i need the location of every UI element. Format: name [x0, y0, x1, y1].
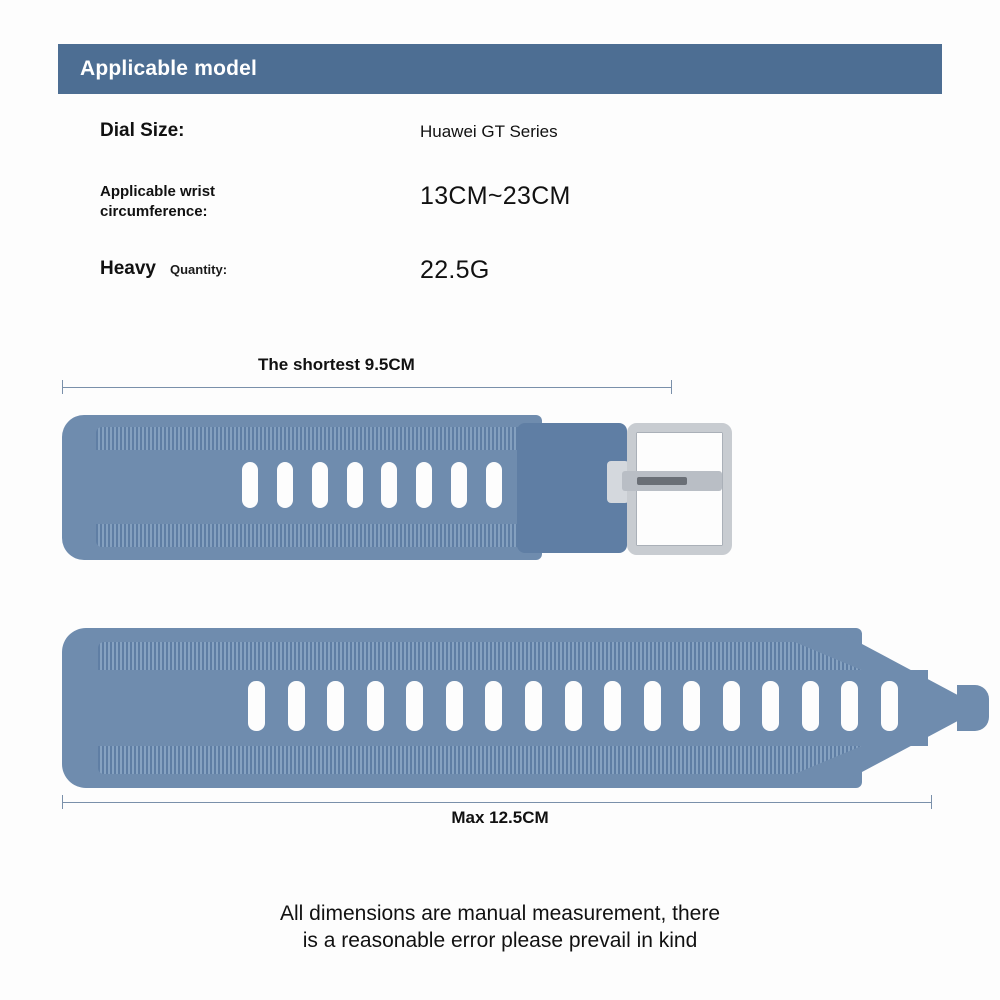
spec-table: [100, 118, 800, 320]
strap-hole: [446, 681, 463, 731]
spec-value-wrist-circumference: 13CM~23CM: [420, 182, 571, 210]
spec-label-text: Dial Size:: [100, 120, 185, 141]
strap-hole: [248, 681, 265, 731]
strap-hole: [242, 462, 258, 508]
measure-rule: [62, 802, 932, 803]
watch-strap-long-image: [62, 628, 932, 793]
strap-hole: [802, 681, 819, 731]
strap-hole: [762, 681, 779, 731]
strap-hole: [525, 681, 542, 731]
shortest-length-caption: The shortest 9.5CM: [258, 355, 415, 374]
max-length-caption: Max 12.5CM: [451, 808, 549, 827]
strap-hole: [381, 462, 397, 508]
disclaimer-line-2: is a reasonable error please prevail in kind: [302, 929, 698, 953]
strap-hole: [451, 462, 467, 508]
buckle-prong: [637, 477, 687, 485]
strap-lug: [67, 633, 85, 783]
strap-hole: [723, 681, 740, 731]
spec-label-text: Applicable wrist circumference:: [100, 183, 216, 221]
disclaimer-note: [0, 900, 1000, 955]
strap-hole: [312, 462, 328, 508]
strap-hole: [565, 681, 582, 731]
spec-label-weight: [100, 256, 420, 282]
measure-cap-right: [671, 380, 672, 394]
strap-hole: [327, 681, 344, 731]
strap-hole: [683, 681, 700, 731]
strap-hole: [347, 462, 363, 508]
strap-hole: [277, 462, 293, 508]
section-header-bar: [58, 44, 942, 94]
strap-hole: [406, 681, 423, 731]
spec-label-dial-size: [100, 118, 420, 144]
strap-hole: [367, 681, 384, 731]
page-title: Applicable model: [80, 57, 258, 80]
measure-line-max: [62, 795, 932, 809]
spec-value-weight: 22.5G: [420, 256, 490, 284]
strap-hole: [416, 462, 432, 508]
strap-lug: [66, 419, 84, 556]
strap-hole: [485, 681, 502, 731]
strap-holes-group: [242, 462, 502, 512]
spec-label-wrist-circumference: [100, 182, 420, 223]
strap-hole: [486, 462, 502, 508]
spec-label-text: Heavy: [100, 258, 156, 279]
strap-hole: [644, 681, 661, 731]
spec-label-subtext: Quantity:: [170, 262, 228, 277]
strap-hole: [288, 681, 305, 731]
spec-row-dial-size: [100, 118, 800, 170]
spec-value-dial-size: Huawei GT Series: [420, 122, 558, 141]
strap-tip: [957, 685, 989, 731]
strap-hole: [881, 681, 898, 731]
measure-cap-right: [931, 795, 932, 809]
strap-hole: [841, 681, 858, 731]
measure-rule: [62, 387, 672, 388]
spec-row-weight: [100, 256, 800, 308]
strap-hole: [604, 681, 621, 731]
spec-row-wrist-circumference: [100, 182, 800, 244]
measure-line-shortest: [62, 380, 672, 394]
watch-strap-short-image: [62, 405, 682, 575]
strap-holes-group: [248, 681, 898, 735]
disclaimer-line-1: All dimensions are manual measurement, there: [279, 902, 721, 925]
